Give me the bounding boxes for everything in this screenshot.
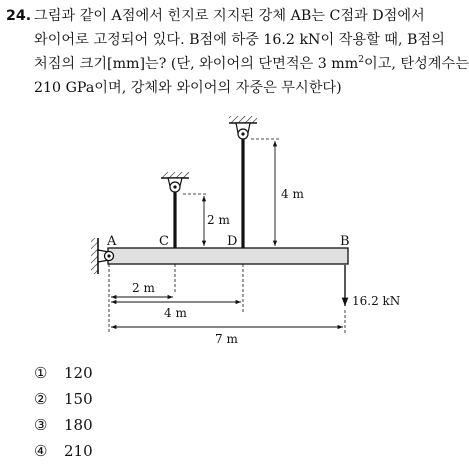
question-line-1-text: 그림과 같이 A점에서 힌지로 지지된 강체 AB는 C점과 D점에서 bbox=[34, 8, 425, 24]
choice-3-value: 180 bbox=[64, 416, 93, 434]
ceiling-support-c bbox=[161, 172, 189, 192]
choice-4[interactable] bbox=[34, 438, 93, 464]
choice-3[interactable] bbox=[34, 412, 93, 438]
question-line-4: 210 GPa이며, 강체와 와이어의 자중은 무시한다) bbox=[34, 80, 342, 96]
dim-ab-label: 7 m bbox=[215, 332, 238, 346]
choice-2[interactable] bbox=[34, 386, 93, 412]
label-point-c: C bbox=[159, 234, 169, 249]
question-number: 24. bbox=[6, 8, 32, 24]
load-label: 16.2 kN bbox=[352, 294, 401, 308]
dim-ad-label: 4 m bbox=[164, 306, 187, 320]
ceiling-support-d bbox=[229, 116, 257, 139]
area-exponent: 2 bbox=[358, 55, 364, 65]
extension-lines bbox=[109, 264, 345, 333]
question-line-2: 와이어로 고정되어 있다. B점에 하중 16.2 kN이 작용할 때, B점의 bbox=[34, 32, 445, 48]
wall-support bbox=[91, 238, 98, 274]
wire-c-length-label: 2 m bbox=[207, 213, 230, 227]
wire-d-length-label: 4 m bbox=[281, 187, 304, 201]
question-line-3-post: 이고, 탄성계수는 bbox=[363, 56, 469, 72]
choice-3-mark: ③ bbox=[34, 416, 48, 434]
choice-2-value: 150 bbox=[64, 390, 93, 408]
choice-4-value: 210 bbox=[64, 442, 93, 460]
label-point-b: B bbox=[340, 234, 350, 249]
choice-2-mark: ② bbox=[34, 390, 48, 408]
choice-1[interactable] bbox=[34, 360, 93, 386]
dim-wire-c bbox=[183, 194, 207, 246]
rigid-beam bbox=[108, 248, 348, 264]
choice-1-mark: ① bbox=[34, 364, 48, 382]
choice-1-value: 120 bbox=[64, 364, 93, 382]
answer-choices bbox=[34, 360, 93, 464]
dim-wire-d bbox=[251, 139, 280, 246]
question-line-3-pre: 처짐의 크기[mm]는? (단, 와이어의 단면적은 3 mm bbox=[34, 56, 359, 72]
dim-ac-label: 2 m bbox=[132, 281, 155, 295]
hinge-pin-a bbox=[98, 250, 114, 262]
label-point-d: D bbox=[227, 234, 238, 249]
choice-4-mark: ④ bbox=[34, 442, 48, 460]
label-point-a: A bbox=[107, 234, 117, 249]
